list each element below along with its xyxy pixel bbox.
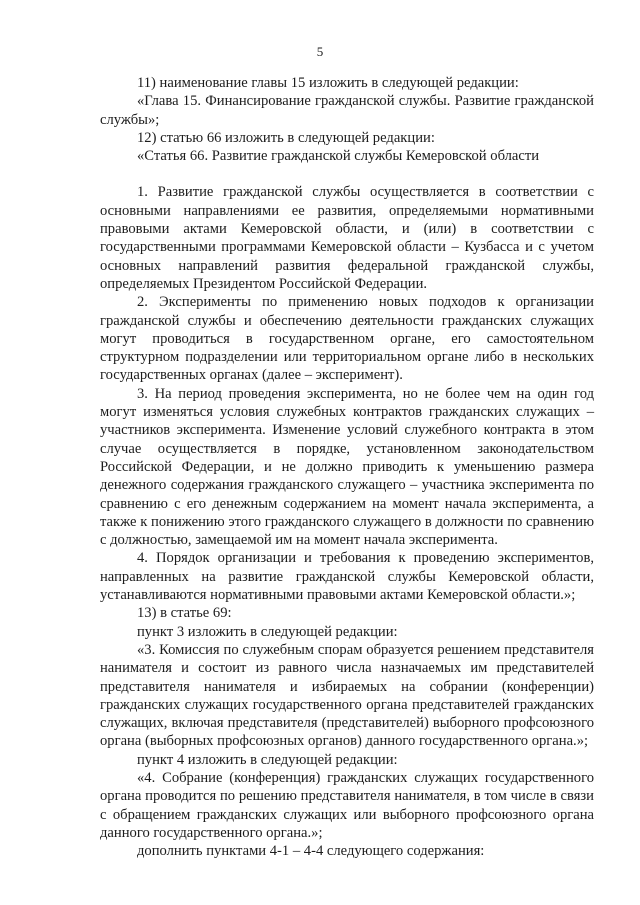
article-66-clause-3: 3. На период проведения эксперимента, но не более чем на один год могут изменяться условия служебных контрактов гражданских служащих – участников эксперимента. Изменение условий служебного контракта в этом случае осуществляется в порядке, установленном законодательством Российской Федерации, и не должно приводить к уменьшению размера денежного содержания гражданского служащего – участника эксперимента по сравнению с его денежным содержанием на момент начала эксперимента, а также к понижению этого гражданского служащего в должности по сравнению с должностью, замещаемой им на момент начала эксперимента. [100, 385, 594, 549]
amendment-item-11: 11) наименование главы 15 изложить в следующей редакции: [137, 75, 519, 91]
article-66-clause-2: 2. Эксперименты по применению новых подходов к организации гражданской службы и обеспечению деятельности гражданских служащих могут проводиться в государственном органе, его самостоятельном структурном подразделении или территориальном органе либо в нескольких государственных органах (далее – эксперимент). [100, 294, 594, 384]
chapter-15-title: «Глава 15. Финансирование гражданской службы. Развитие гражданской службы»; [100, 93, 594, 128]
article-69-point-3-intro: пункт 3 изложить в следующей редакции: [137, 623, 398, 640]
article-69-point-4-intro: пункт 4 изложить в следующей редакции: [137, 751, 398, 768]
page-number: 5 [316, 44, 324, 59]
article-66-clause-4: 4. Порядок организации и требования к проведению экспериментов, направленных на развитие гражданской службы Кемеровской области, устанавливаются нормативными правовыми актами Кемеровской области.»; [100, 550, 594, 604]
article-66-clause-1: 1. Развитие гражданской службы осуществляется в соответствии с основными направлениями ее развития, определяемыми нормативными правовыми актами Кемеровской области, и (или) в соответствии с государственными программами Кемеровской области – Кузбасса и с учетом основных направлений развития федеральной гражданской службы, определяемых Президентом Российской Федерации. [100, 184, 594, 292]
amendment-item-13: 13) в статье 69: [137, 605, 232, 622]
article-69-point-3-text: «3. Комиссия по служебным спорам образуется решением представителя нанимателя и состоит из равного числа назначаемых им представителей представителя нанимателя и избираемых на собрании (конференции) гражданских служащих государственного органа представителей гражданских служащих, включая представителя (представителей) выборного профсоюзного органа (выборных профсоюзных органов) данного государственного органа.»; [100, 641, 594, 750]
document-body [100, 74, 594, 860]
article-66-title: «Статья 66. Развитие гражданской службы Кемеровской области [137, 148, 540, 165]
article-69-point-4-text: «4. Собрание (конференция) гражданских служащих государственного органа проводится по решению представителя нанимателя, в том числе в связи с обращением гражданских служащих или выборного профсоюзного органа данного государственного органа.»; [100, 769, 594, 841]
article-69-supplement-intro: дополнить пунктами 4-1 – 4-4 следующего содержания: [137, 843, 485, 860]
amendment-item-12: 12) статью 66 изложить в следующей редакции: [137, 129, 435, 146]
